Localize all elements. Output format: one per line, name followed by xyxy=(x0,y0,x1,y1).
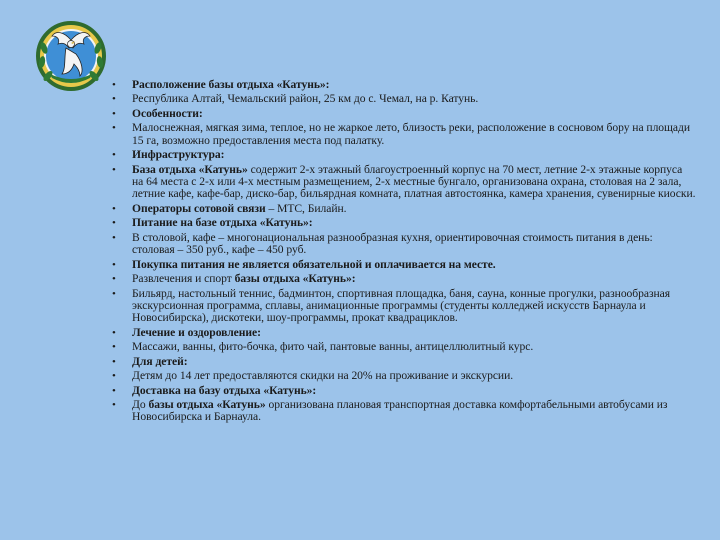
list-item: • Для детей: xyxy=(112,356,696,368)
list-item: • Особенности: xyxy=(112,108,696,120)
emblem-icon xyxy=(36,18,106,94)
list-item: • Доставка на базу отдыха «Катунь»: xyxy=(112,385,696,397)
list-item: • Питание на базе отдыха «Катунь»: xyxy=(112,217,696,229)
list-item: • Расположение базы отдыха «Катунь»: xyxy=(112,79,696,91)
list-item: • Бильярд, настольный теннис, бадминтон, спортивная площадка, баня, сауна, конные прогулки, разнообразная экскурсионная программа, сплавы, анимационные программы (студенты колледжей искусств Барнаула и Новосибирска), дискотеки, шоу-программы, прокат квадрациклов. xyxy=(112,288,696,325)
list-item: • Малоснежная, мягкая зима, теплое, но не жаркое лето, близость реки, расположение в сосновом бору на площади 15 га, возможно предоставления места под палатку. xyxy=(112,122,696,147)
list-item: • В столовой, кафе – многонациональная разнообразная кухня, ориентировочная стоимость питания в день: столовая – 350 руб., кафе – 450 руб. xyxy=(112,232,696,257)
list-item: • Инфраструктура: xyxy=(112,149,696,161)
list-item: • Лечение и оздоровление: xyxy=(112,327,696,339)
info-list xyxy=(112,79,696,424)
coat-of-arms-emblem xyxy=(36,18,106,94)
info-content xyxy=(112,79,696,426)
list-item: • Операторы сотовой связи – МТС, Билайн. xyxy=(112,203,696,215)
list-item: • Развлечения и спорт базы отдыха «Катунь»: xyxy=(112,273,696,285)
list-item: • До базы отдыха «Катунь» организована плановая транспортная доставка комфортабельными автобусами из Новосибирска и Барнаула. xyxy=(112,399,696,424)
list-item: • Покупка питания не является обязательной и оплачивается на месте. xyxy=(112,259,696,271)
list-item: • Массажи, ванны, фито-бочка, фито чай, пантовые ванны, антицеллюлитный курс. xyxy=(112,341,696,353)
list-item: • Детям до 14 лет предоставляются скидки на 20% на проживание и экскурсии. xyxy=(112,370,696,382)
list-item: • База отдыха «Катунь» содержит 2-х этажный благоустроенный корпус на 70 мест, летние 2-х этажные корпуса на 64 места с 2-х или 4-х местным размещением, 2-х местные бунгало, организована охрана, столовая на 2 зала, летние кафе, кафе-бар, диско-бар, бильярдная комната, платная автостоянка, камера хранения, сувенирные киоски. xyxy=(112,164,696,201)
list-item: • Республика Алтай, Чемальский район, 25 км до с. Чемал, на р. Катунь. xyxy=(112,93,696,105)
